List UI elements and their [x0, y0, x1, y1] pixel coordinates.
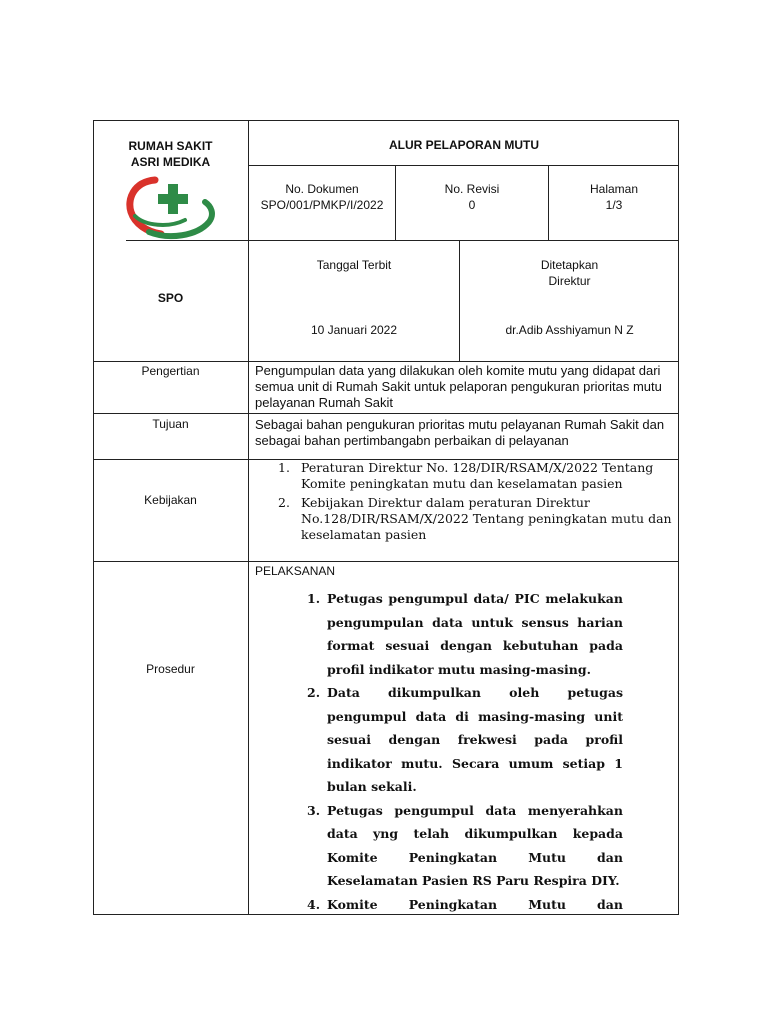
- spo-label: SPO: [157, 291, 184, 305]
- no-dokumen-cell: [249, 181, 395, 213]
- prosedur-list: [307, 587, 623, 913]
- tanggal-terbit-label: Tanggal Terbit: [316, 258, 392, 272]
- header-bottom-left-segment: [126, 240, 249, 241]
- outer-border-bottom: [93, 914, 679, 915]
- director-name: dr.Adib Asshiyamun N Z: [505, 323, 634, 337]
- ditetapkan-block: Ditetapkan Direktur: [540, 258, 599, 288]
- document-title: ALUR PELAPORAN MUTU: [389, 138, 539, 152]
- prosedur-label: Prosedur: [146, 662, 195, 676]
- no-dokumen-label: No. Dokumen: [285, 182, 359, 196]
- title-row-divider: [248, 165, 679, 166]
- kebijakan-list: [278, 460, 673, 543]
- pengertian-label: Pengertian: [141, 364, 200, 378]
- prosedur-heading: PELAKSANAN: [255, 564, 336, 578]
- halaman-label: Halaman: [589, 182, 639, 196]
- list-item: 4. Komite Peningkatan Mutu dan: [307, 896, 623, 912]
- kebijakan-row-bottom: [93, 561, 679, 562]
- halaman-value: 1/3: [605, 198, 623, 212]
- tujuan-text: Sebagai bahan pengukuran prioritas mutu pelayanan Rumah Sakit dan sebagai bahan pertimbangabn perbaikan di pelayanan: [255, 417, 665, 448]
- list-item: 3. Petugas pengumpul data menyerahkan data yng telah dikumpulkan kepada Komite Peningkatan Mutu dan Keselamatan Pasien RS Paru Respira DIY.: [307, 802, 623, 888]
- kebijakan-label: Kebijakan: [144, 493, 197, 507]
- list-item: 1. Petugas pengumpul data/ PIC melakukan pengumpulan data untuk sensus harian format sesuai dengan kebutuhan pada profil indikator mutu masing-masing.: [307, 591, 623, 677]
- spo-row-bottom: [93, 361, 679, 362]
- spo-document: [93, 120, 679, 915]
- list-item: 2. Data dikumpulkan oleh petugas pengumpul data di masing-masing unit sesuai dengan frekwesi pada profil indikator mutu. Secara umum setiap 1 bulan sekali.: [307, 685, 623, 794]
- pengertian-row-bottom: [93, 413, 679, 414]
- halaman-cell: [549, 181, 679, 213]
- no-dokumen-value: SPO/001/PMKP/I/2022: [260, 198, 384, 212]
- pengertian-text: Pengumpulan data yang dilakukan oleh komite mutu yang didapat dari semua unit di Rumah Sakit untuk pelaporan pengukuran prioritas mutu pelayanan Rumah Sakit: [255, 363, 662, 410]
- outer-border-top: [93, 120, 679, 121]
- no-revisi-value: 0: [468, 198, 476, 212]
- outer-border-left: [93, 120, 94, 915]
- hospital-name: RUMAH SAKIT ASRI MEDIKA: [128, 139, 213, 169]
- no-revisi-label: No. Revisi: [444, 182, 500, 196]
- tanggal-terbit-value: 10 Januari 2022: [310, 323, 398, 337]
- list-item: 2. Kebijakan Direktur dalam peraturan Direktur No.128/DIR/RSAM/X/2022 Tentang peningkatan mutu dan keselamatan pasien: [278, 495, 672, 542]
- header-bottom-right-segment: [248, 240, 679, 241]
- hospital-logo-icon: [125, 172, 217, 240]
- tujuan-label: Tujuan: [152, 417, 189, 431]
- list-item: 1. Peraturan Direktur No. 128/DIR/RSAM/X/2022 Tentang Komite peningkatan mutu dan keselamatan pasien: [278, 460, 654, 491]
- no-revisi-cell: [396, 181, 548, 213]
